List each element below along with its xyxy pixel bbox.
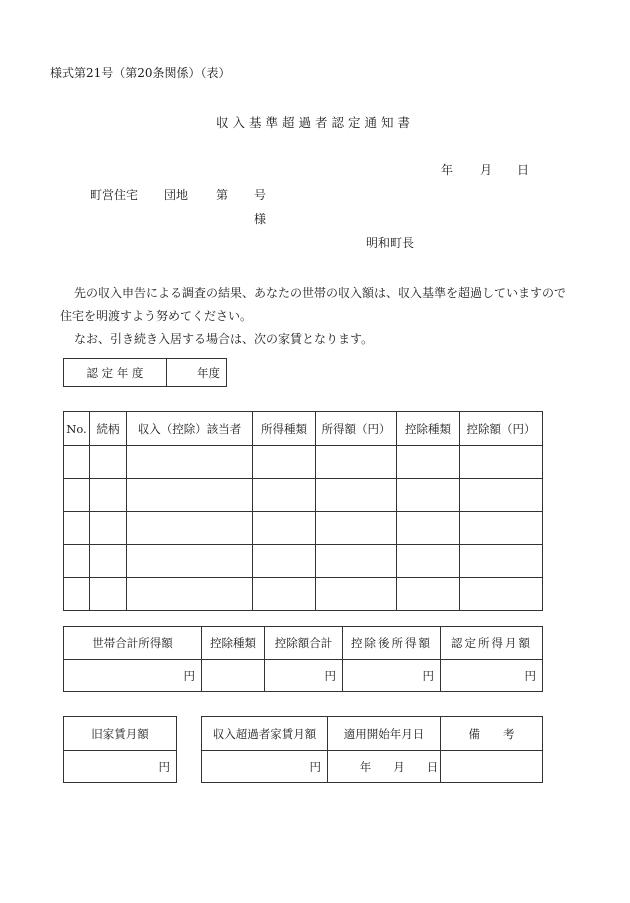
start-date-month: 月 [393, 759, 405, 774]
nintei-year-table [63, 358, 227, 387]
new-rent-table [201, 716, 543, 783]
summary-table [63, 626, 543, 692]
summary-value-after-deduction: 円 [343, 660, 441, 692]
summary-value-total-income: 円 [64, 660, 202, 692]
table-row [64, 446, 543, 479]
col-header-deduction-amount: 控除額（円） [460, 412, 543, 446]
date-year-label: 年 [441, 163, 454, 177]
nintei-year-value: 年度 [167, 359, 227, 387]
table-row [64, 479, 543, 512]
date-day-label: 日 [517, 163, 530, 177]
recipient-honorific: 様 [254, 212, 267, 226]
summary-header-total-income: 世帯合計所得額 [64, 627, 202, 660]
sender-name: 明和町長 [366, 236, 415, 250]
summary-header-monthly-income: 認定所得月額 [441, 627, 543, 660]
col-header-relationship: 続柄 [90, 412, 127, 446]
new-rent-header: 収入超過者家賃月額 [202, 717, 328, 751]
income-table-header-row [64, 412, 543, 446]
col-header-income-amount: 所得額（円） [316, 412, 397, 446]
old-rent-header: 旧家賃月額 [64, 717, 177, 751]
body-paragraph-2: なお、引き続き入居する場合は、次の家賃となります。 [74, 332, 374, 346]
remarks-header: 備 考 [441, 717, 543, 751]
start-date-header: 適用開始年月日 [328, 717, 441, 751]
table-row [64, 578, 543, 611]
col-header-income-type: 所得種類 [253, 412, 316, 446]
summary-header-deduction-type: 控除種類 [202, 627, 265, 660]
table-row [64, 545, 543, 578]
recipient-estate: 団地 [164, 188, 189, 202]
col-header-deduction-type: 控除種類 [397, 412, 460, 446]
nintei-year-label: 認 定 年 度 [64, 359, 167, 387]
body-paragraph-1: 先の収入申告による調査の結果、あなたの世帯の収入額は、収入基準を超過していますので住宅を明渡すよう努めてください。 [60, 286, 567, 323]
summary-header-after-deduction: 控除後所得額 [343, 627, 441, 660]
old-rent-value: 円 [64, 751, 177, 783]
document-title: 収入基準超過者認定通知書 [215, 115, 414, 130]
remarks-value [441, 751, 543, 783]
old-rent-table [63, 716, 177, 783]
income-table [63, 411, 543, 611]
col-header-no: No. [64, 412, 90, 446]
recipient-number-suffix: 号 [254, 188, 267, 202]
recipient-housing: 町営住宅 [90, 188, 139, 202]
recipient-number-prefix: 第 [216, 188, 229, 202]
start-date-year: 年 [359, 759, 372, 774]
summary-value-deduction-type [202, 660, 265, 692]
start-date-value [328, 751, 441, 783]
table-row [64, 512, 543, 545]
summary-header-row [64, 627, 543, 660]
col-header-person: 収入（控除）該当者 [127, 412, 253, 446]
summary-value-row [64, 660, 543, 692]
summary-value-monthly-income: 円 [441, 660, 543, 692]
form-number: 様式第21号（第20条関係）（表） [50, 66, 231, 80]
new-rent-value: 円 [202, 751, 328, 783]
summary-value-deduction-total: 円 [265, 660, 343, 692]
date-month-label: 月 [480, 163, 493, 177]
start-date-day: 日 [426, 759, 439, 774]
summary-header-deduction-total: 控除額合計 [265, 627, 343, 660]
